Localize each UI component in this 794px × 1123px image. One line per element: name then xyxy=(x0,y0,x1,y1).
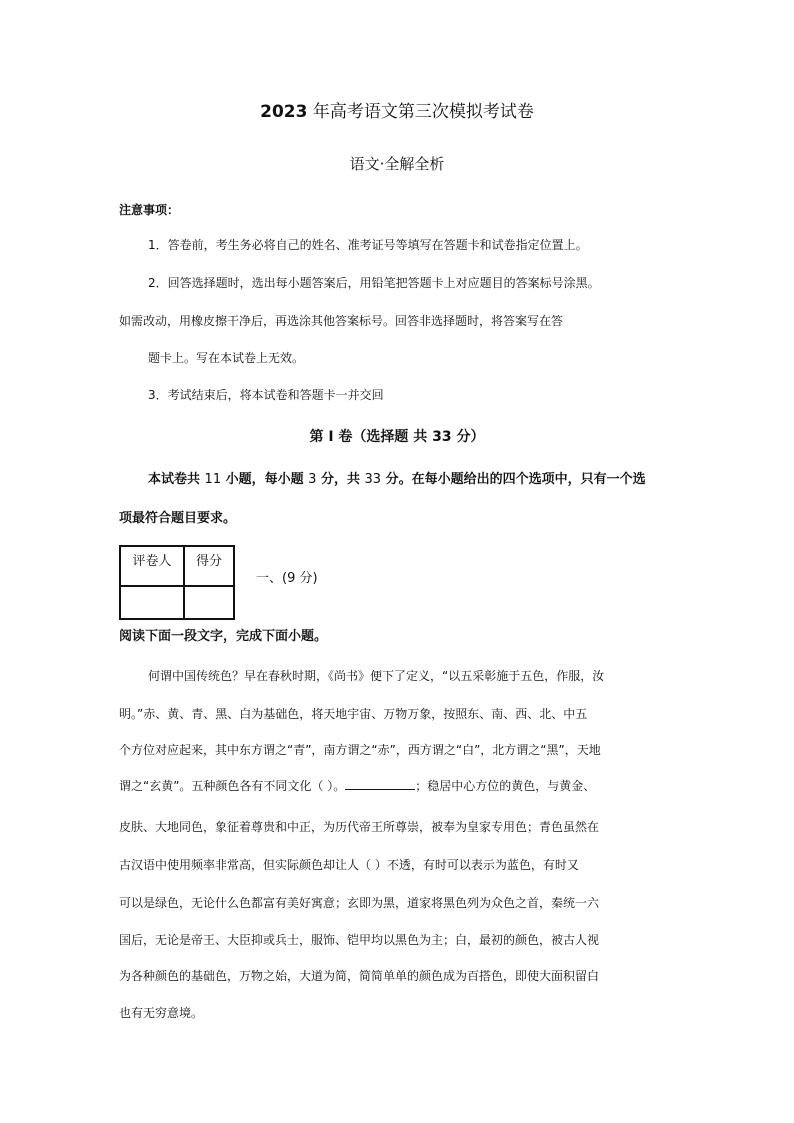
intro-points-each: 3 xyxy=(308,472,317,487)
intro-text-c: 分，共 xyxy=(320,472,360,487)
passage-line-4-a: 谓之“玄黄”。五种颜色各有不同文化（ ）。 xyxy=(119,779,346,793)
notice-line-5: 3．考试结束后，将本试卷和答题卡一并交回 xyxy=(148,388,384,402)
passage-line-7: 可以是绿色，无论什么色都富有美好寓意；玄即为黑，道家将黑色列为众色之首，秦统一六 xyxy=(119,896,600,910)
passage-line-8: 国后，无论是帝王、大臣抑或兵士，服饰、铠甲均以黑色为主；白，最初的颜色，被古人视 xyxy=(119,933,600,947)
exam-title-text: 年高考语文第三次模拟考试卷 xyxy=(312,102,534,122)
notice-heading: 注意事项： xyxy=(119,203,180,217)
exam-subtitle: 语文·全解全析 xyxy=(349,155,445,173)
reviewer-cell xyxy=(120,586,184,619)
passage-line-6: 古汉语中使用频率非常高，但实际颜色却让人（ ）不透，有时可以表示为蓝色，有时又 xyxy=(119,858,579,872)
reading-instruction: 阅读下面一段文字，完成下面小题。 xyxy=(119,629,328,644)
score-cell xyxy=(184,586,234,619)
intro-question-count: 11 xyxy=(204,472,222,487)
intro-total-points: 33 xyxy=(364,472,382,487)
part-one-label: 一、(9 分) xyxy=(256,571,318,586)
passage-line-3: 个方位对应起来，其中东方谓之“青”，南方谓之“赤”，西方谓之“白”，北方谓之“黑”，天地 xyxy=(119,743,601,757)
passage-line-10: 也有无穷意境。 xyxy=(119,1006,204,1020)
intro-text-a: 本试卷共 xyxy=(148,472,201,487)
notice-line-2: 2．回答选择题时，选出每小题答案后，用铅笔把答题卡上对应题目的答案标号涂黑。 xyxy=(148,276,600,290)
intro-text-d: 分。在每小题给出的四个选项中，只有一个选 xyxy=(385,472,646,487)
intro-text-b: 小题，每小题 xyxy=(225,472,304,487)
notice-line-4: 题卡上。写在本试卷上无效。 xyxy=(148,351,305,365)
passage-line-2: 明。”赤、黄、青、黑、白为基础色，将天地宇宙、万物万象，按照东、南、西、北、中五 xyxy=(119,707,588,721)
score-table xyxy=(119,545,235,620)
passage-line-4 xyxy=(119,777,595,795)
fill-in-blank xyxy=(345,777,415,790)
reviewer-header: 评卷人 xyxy=(120,546,184,586)
passage-line-4-b: ；稳居中心方位的黄色，与黄金、 xyxy=(415,779,596,793)
passage-line-9: 为各种颜色的基础色，万物之始，大道为简，简简单单的颜色成为百搭色，即使大面积留白 xyxy=(119,969,600,983)
section-intro-line-2: 项最符合题目要求。 xyxy=(119,511,237,526)
notice-line-3: 如需改动，用橡皮擦干净后，再选涂其他答案标号。回答非选择题时，将答案写在答 xyxy=(119,314,564,328)
score-header: 得分 xyxy=(184,546,234,586)
exam-title xyxy=(0,100,794,124)
section-heading: 第 I 卷（选择题 共 33 分） xyxy=(309,429,485,445)
passage-line-1: 何谓中国传统色？早在春秋时期，《尚书》便下了定义，“以五采彰施于五色，作服，汝 xyxy=(148,669,605,683)
passage-line-5: 皮肤、大地同色，象征着尊贵和中正，为历代帝王所尊崇，被奉为皇家专用色；青色虽然在 xyxy=(119,820,600,834)
exam-year: 2023 xyxy=(260,102,308,122)
notice-line-1: 1．答卷前，考生务必将自己的姓名、准考证号等填写在答题卡和试卷指定位置上。 xyxy=(148,238,588,252)
section-intro xyxy=(148,470,646,490)
